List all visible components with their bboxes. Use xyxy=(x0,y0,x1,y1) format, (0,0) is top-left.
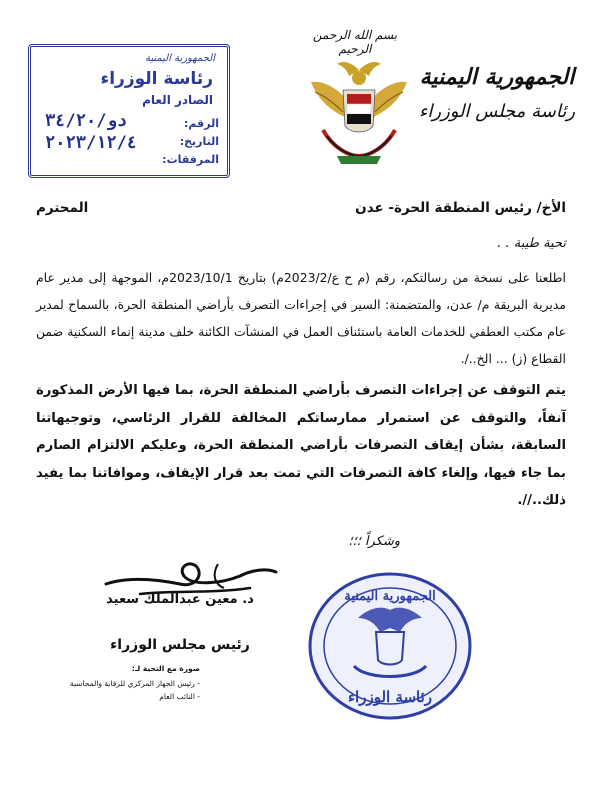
copies-item: - رئيس الجهاز المركزي للرقابة والمحاسبة xyxy=(69,679,200,688)
paragraph-1: اطلعنا على نسخة من رسالتكم، رقم (م ح ع/2023/2م) بتاريخ 2023/10/1م، الموجهة إلى مدير عام مديرية البريقة م/ عدن، والمتضمنة: السير في إجراءات التصرف بأراضي المنطقة الحرة، بالسماح لمدير عام مكتب العطفي للخدمات العامة باستئناف العمل في المنشآت الكائنة خلف مدينة إنماء السكنية ضمن القطاع (ز) ... الخ../. xyxy=(36,270,566,366)
signer-block xyxy=(80,592,280,653)
stamp-date-value: ٢٠٢٣/١٢/٤ xyxy=(45,133,138,153)
paragraph-2: يتم التوقف عن إجراءات التصرف بأراضي المنطقة الحرة، بما فيها الأرض المذكورة آنفاً، والتوقف عن استمرار ممارساتكم المخالفة للقرار الرئاسي، وتوجيهاتنا السابقة، بشأن إيقاف التصرفات بأراضي المنطقة الحرة، وعليكم الالتزام الصارم بما جاء فيها، وإلغاء كافة التصرفات التي تمت بعد قرار الإيقاف، وموافاتنا بما يفيد ذلك..//. xyxy=(36,383,566,508)
copies-item: - النائب العام xyxy=(159,692,200,701)
presidency-title: رئاسة مجلس الوزراء xyxy=(418,101,576,122)
basmala: بسم الله الرحمن الرحيم xyxy=(312,28,398,56)
greeting: تحية طيبة . . xyxy=(497,236,566,251)
closing-thanks: وشكراً ؛؛؛ xyxy=(348,534,400,549)
letterhead xyxy=(412,62,582,126)
copies-heading: صورة مع التحية لـ: xyxy=(131,664,200,673)
honorific: المحترم xyxy=(36,200,89,216)
stamp-attachments-label: المرفقات: xyxy=(162,153,219,166)
republic-title: الجمهورية اليمنية xyxy=(419,64,575,90)
addressee-line xyxy=(36,200,566,216)
copies-block xyxy=(20,662,200,703)
seal-bottom-text: رئاسة الوزراء xyxy=(347,688,433,706)
addressee: الأخ/ رئيس المنطقة الحرة- عدن xyxy=(355,200,566,216)
signer-name: د. معين عبدالملك سعيد xyxy=(106,592,254,607)
stamp-republic: الجمهورية اليمنية xyxy=(144,53,215,64)
official-seal xyxy=(306,570,474,722)
stamp-number-label: الرقم: xyxy=(184,117,219,130)
registry-stamp xyxy=(28,44,230,178)
stamp-registry: الصادر العام xyxy=(142,93,213,107)
yemen-eagle-emblem-icon xyxy=(303,52,415,170)
stamp-number-value: دو/٣٤/٢٠ xyxy=(45,111,127,131)
stamp-office: رئاسة الوزراء xyxy=(100,69,213,89)
seal-top-text: الجمهورية اليمنية xyxy=(344,589,436,604)
stamp-date-label: التاريخ: xyxy=(179,135,219,148)
signer-position: رئيس مجلس الوزراء xyxy=(110,637,250,653)
